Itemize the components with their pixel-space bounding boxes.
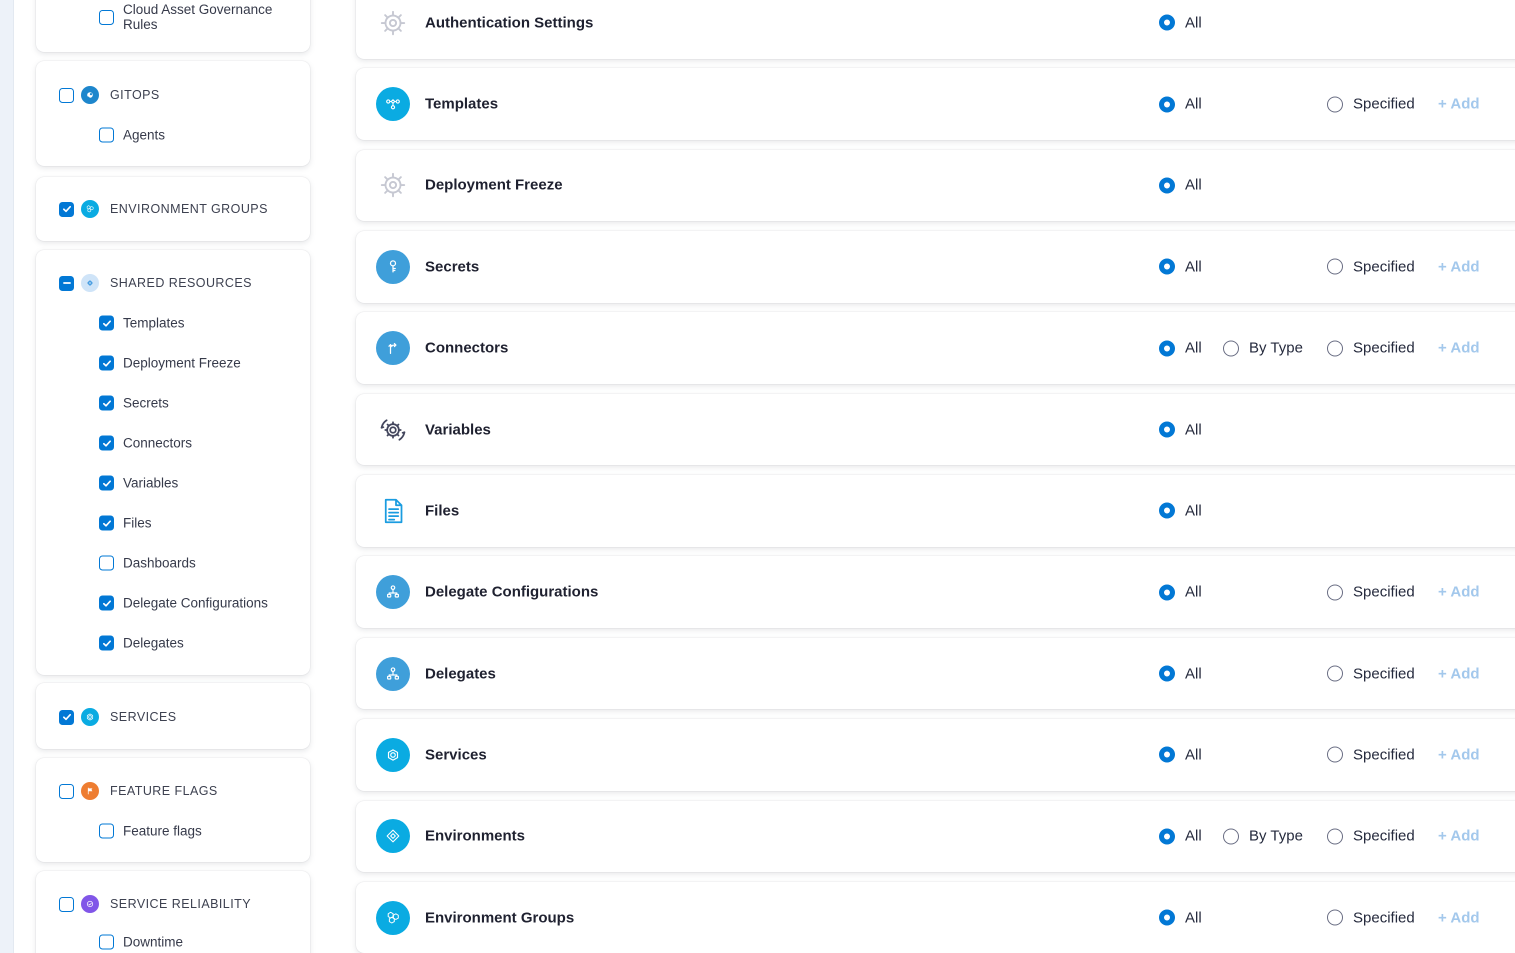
radio-label-specified: Specified: [1353, 258, 1415, 276]
subcategory-label-delegate-configurations: Delegate Configurations: [123, 595, 268, 611]
checkbox-downtime[interactable]: [99, 935, 114, 950]
subcategory-delegates: [99, 636, 184, 651]
radio-all-icon[interactable]: [1159, 584, 1175, 600]
radio-option-all-secrets[interactable]: [1159, 258, 1202, 275]
radio-option-all-services[interactable]: [1159, 746, 1202, 763]
subcategory-connectors: [99, 436, 192, 451]
resource-row-authentication-settings: [356, 0, 1515, 59]
subcategory-label-cloud-asset-governance-rules: Cloud Asset Governance Rules: [123, 2, 273, 32]
radio-specified-icon[interactable]: [1327, 584, 1343, 600]
add-button-delegate-configurations[interactable]: + Add: [1438, 583, 1480, 601]
checkbox-agents[interactable]: [99, 128, 114, 143]
category-feature-flags: [59, 782, 218, 800]
radio-label-by_type: By Type: [1249, 827, 1303, 845]
add-button-secrets[interactable]: + Add: [1438, 258, 1480, 276]
resource-row-label-delegates: Delegates: [425, 665, 496, 683]
radio-label-all: All: [1185, 421, 1202, 438]
radio-option-all-environment-groups[interactable]: [1159, 909, 1202, 926]
gear-icon: [377, 169, 409, 201]
radio-label-all: All: [1185, 909, 1202, 927]
radio-label-all: All: [1185, 95, 1202, 113]
files-icon: [377, 495, 409, 527]
radio-all-icon[interactable]: [1159, 747, 1175, 763]
radio-label-all: All: [1185, 176, 1202, 194]
resource-row-label-environment-groups: Environment Groups: [425, 909, 575, 927]
radio-specified-icon[interactable]: [1327, 259, 1343, 275]
radio-all-icon[interactable]: [1159, 828, 1175, 844]
resource-row-label-secrets: Secrets: [425, 258, 480, 276]
sidebar-card-environment-groups: [36, 177, 310, 241]
radio-label-all: All: [1185, 339, 1202, 357]
checkbox-files[interactable]: [99, 516, 114, 531]
subcategory-variables: [99, 476, 178, 491]
shared-resources-icon: [81, 274, 99, 292]
checkbox-variables[interactable]: [99, 476, 114, 491]
radio-option-all-templates[interactable]: [1159, 96, 1202, 113]
add-button-delegates[interactable]: + Add: [1438, 665, 1480, 683]
sidebar-card-shared-resources: [36, 250, 310, 675]
radio-label-all: All: [1185, 827, 1202, 845]
radio-all-icon[interactable]: [1159, 503, 1175, 519]
subcategory-label-downtime: Downtime: [123, 934, 184, 950]
add-button-environments[interactable]: + Add: [1438, 827, 1480, 845]
radio-specified-icon[interactable]: [1327, 340, 1343, 356]
secrets-icon: [376, 250, 410, 284]
checkbox-secrets[interactable]: [99, 396, 114, 411]
radio-option-all-files[interactable]: [1159, 502, 1202, 519]
resource-row-environment-groups: [356, 882, 1515, 953]
radio-label-all: All: [1185, 746, 1202, 764]
radio-option-all-connectors[interactable]: [1159, 340, 1202, 357]
radio-all-icon[interactable]: [1159, 340, 1175, 356]
category-shared-resources: [59, 274, 252, 292]
subcategory-deployment-freeze: [99, 356, 241, 371]
checkbox-gitops[interactable]: [59, 88, 74, 103]
resource-row-files: [356, 475, 1515, 547]
checkbox-connectors[interactable]: [99, 436, 114, 451]
radio-all-icon[interactable]: [1159, 177, 1175, 193]
radio-all-icon[interactable]: [1159, 422, 1175, 438]
subcategory-cloud-asset-governance-rules: [99, 2, 281, 32]
radio-label-specified: Specified: [1353, 583, 1415, 601]
radio-by_type-icon[interactable]: [1223, 828, 1239, 844]
radio-specified-icon[interactable]: [1327, 910, 1343, 926]
resource-row-label-connectors: Connectors: [425, 339, 509, 357]
checkbox-feature-flags[interactable]: [59, 784, 74, 799]
gear-icon: [377, 7, 409, 39]
resource-row-label-delegate-configurations: Delegate Configurations: [425, 583, 599, 601]
radio-option-all-delegates[interactable]: [1159, 665, 1202, 682]
environments-icon: [376, 819, 410, 853]
radio-by_type-icon[interactable]: [1223, 340, 1239, 356]
subcategory-label-feature-flags: Feature flags: [123, 823, 202, 839]
subcategory-agents: [99, 128, 165, 143]
subcategory-dashboards: [99, 556, 196, 571]
category-environment-groups: [59, 200, 268, 218]
subcategory-files: [99, 516, 152, 531]
sidebar-card-service-reliability: [36, 871, 310, 953]
resource-row-services: [356, 719, 1515, 791]
radio-label-all: All: [1185, 14, 1202, 32]
radio-label-all: All: [1185, 583, 1202, 601]
subcategory-label-secrets: Secrets: [123, 395, 169, 411]
resource-row-environments: [356, 801, 1515, 873]
radio-all-icon[interactable]: [1159, 259, 1175, 275]
sidebar-card-gitops: [36, 61, 310, 166]
radio-label-all: All: [1185, 258, 1202, 276]
radio-option-specified-secrets[interactable]: [1327, 258, 1415, 275]
subcategory-label-variables: Variables: [123, 475, 179, 491]
subcategory-downtime: [99, 935, 183, 950]
radio-option-all-authentication-settings[interactable]: [1159, 14, 1202, 31]
checkbox-environment-groups[interactable]: [59, 202, 74, 217]
checkbox-service-reliability[interactable]: [59, 897, 74, 912]
resource-row-templates: [356, 68, 1515, 140]
gitops-icon: [81, 86, 99, 104]
resource-row-label-environments: Environments: [425, 827, 526, 845]
radio-specified-icon[interactable]: [1327, 828, 1343, 844]
environment-groups-row-icon: [376, 901, 410, 935]
subcategory-feature-flags: [99, 824, 202, 839]
resource-row-secrets: [356, 231, 1515, 303]
subcategory-delegate-configurations: [99, 596, 268, 611]
radio-option-specified-delegates[interactable]: [1327, 665, 1415, 682]
resource-row-delegates: [356, 638, 1515, 710]
category-label-services: SERVICES: [110, 710, 177, 724]
radio-option-specified-environments[interactable]: [1327, 828, 1415, 845]
services-icon: [81, 708, 99, 726]
checkbox-delegates[interactable]: [99, 636, 114, 651]
delegate-configurations-icon: [376, 575, 410, 609]
resource-row-label-templates: Templates: [425, 95, 499, 113]
radio-all-icon[interactable]: [1159, 15, 1175, 31]
sidebar-card-feature-flags: [36, 758, 310, 862]
radio-specified-icon[interactable]: [1327, 666, 1343, 682]
checkbox-services[interactable]: [59, 710, 74, 725]
connectors-icon: [376, 331, 410, 365]
checkbox-deployment-freeze[interactable]: [99, 356, 114, 371]
resource-row-variables: [356, 394, 1515, 466]
radio-all-icon[interactable]: [1159, 96, 1175, 112]
checkbox-cloud-asset-governance-rules[interactable]: [99, 10, 114, 25]
subcategory-templates: [99, 316, 185, 331]
environment-groups-icon: [81, 200, 99, 218]
sidebar-card-services: [36, 683, 310, 749]
add-button-connectors[interactable]: + Add: [1438, 339, 1480, 357]
resource-row-label-deployment-freeze: Deployment Freeze: [425, 176, 563, 194]
add-button-services[interactable]: + Add: [1438, 746, 1480, 764]
radio-option-all-variables[interactable]: [1159, 421, 1202, 438]
delegates-icon: [376, 657, 410, 691]
subcategory-label-dashboards: Dashboards: [123, 555, 196, 571]
radio-label-all: All: [1185, 502, 1202, 520]
radio-all-icon[interactable]: [1159, 910, 1175, 926]
services-row-icon: [376, 738, 410, 772]
radio-specified-icon[interactable]: [1327, 747, 1343, 763]
radio-option-all-deployment-freeze[interactable]: [1159, 177, 1202, 194]
radio-option-specified-delegate-configurations[interactable]: [1327, 584, 1415, 601]
radio-label-specified: Specified: [1353, 665, 1415, 683]
radio-label-specified: Specified: [1353, 827, 1415, 845]
resource-row-label-variables: Variables: [425, 421, 491, 438]
checkbox-delegate-configurations[interactable]: [99, 596, 114, 611]
radio-option-by_type-connectors[interactable]: [1223, 340, 1303, 357]
category-label-shared-resources: SHARED RESOURCES: [110, 276, 252, 290]
radio-option-specified-services[interactable]: [1327, 746, 1415, 763]
checkbox-templates[interactable]: [99, 316, 114, 331]
category-label-gitops: GITOPS: [110, 88, 160, 102]
category-label-environment-groups: ENVIRONMENT GROUPS: [110, 202, 268, 216]
checkbox-feature-flags[interactable]: [99, 824, 114, 839]
radio-option-all-delegate-configurations[interactable]: [1159, 584, 1202, 601]
checkbox-dashboards[interactable]: [99, 556, 114, 571]
left-panel-edge: [0, 0, 14, 953]
radio-label-specified: Specified: [1353, 339, 1415, 357]
radio-option-specified-environment-groups[interactable]: [1327, 909, 1415, 926]
radio-option-all-environments[interactable]: [1159, 828, 1202, 845]
category-label-feature-flags: FEATURE FLAGS: [110, 784, 218, 798]
radio-label-specified: Specified: [1353, 746, 1415, 764]
subcategory-label-agents: Agents: [123, 127, 166, 143]
category-services: [59, 708, 177, 726]
templates-icon: [376, 87, 410, 121]
subcategory-label-connectors: Connectors: [123, 435, 193, 451]
resource-row-label-files: Files: [425, 502, 460, 520]
resource-row-label-services: Services: [425, 746, 487, 764]
radio-label-specified: Specified: [1353, 909, 1415, 927]
radio-option-specified-templates[interactable]: [1327, 96, 1415, 113]
add-button-templates[interactable]: + Add: [1438, 95, 1480, 113]
variables-icon: [377, 414, 409, 446]
service-reliability-icon: [81, 895, 99, 913]
radio-label-all: All: [1185, 665, 1202, 683]
radio-label-by_type: By Type: [1249, 339, 1303, 357]
radio-all-icon[interactable]: [1159, 666, 1175, 682]
resource-row-connectors: [356, 312, 1515, 384]
subcategory-label-templates: Templates: [123, 315, 185, 331]
add-button-environment-groups[interactable]: + Add: [1438, 909, 1480, 927]
feature-flags-icon: [81, 782, 99, 800]
subcategory-secrets: [99, 396, 169, 411]
resource-row-deployment-freeze: [356, 150, 1515, 222]
category-gitops: [59, 86, 160, 104]
subcategory-label-delegates: Delegates: [123, 635, 184, 651]
radio-option-specified-connectors[interactable]: [1327, 340, 1415, 357]
category-label-service-reliability: SERVICE RELIABILITY: [110, 897, 252, 911]
radio-specified-icon[interactable]: [1327, 96, 1343, 112]
radio-label-specified: Specified: [1353, 95, 1415, 113]
subcategory-label-deployment-freeze: Deployment Freeze: [123, 355, 241, 371]
resource-row-label-authentication-settings: Authentication Settings: [425, 14, 594, 32]
subcategory-label-files: Files: [123, 515, 152, 531]
radio-option-by_type-environments[interactable]: [1223, 828, 1303, 845]
category-service-reliability: [59, 895, 251, 913]
resource-row-delegate-configurations: [356, 556, 1515, 628]
sidebar-card-cloud-asset-governance-rules: [36, 0, 310, 52]
checkbox-shared-resources[interactable]: [59, 276, 74, 291]
